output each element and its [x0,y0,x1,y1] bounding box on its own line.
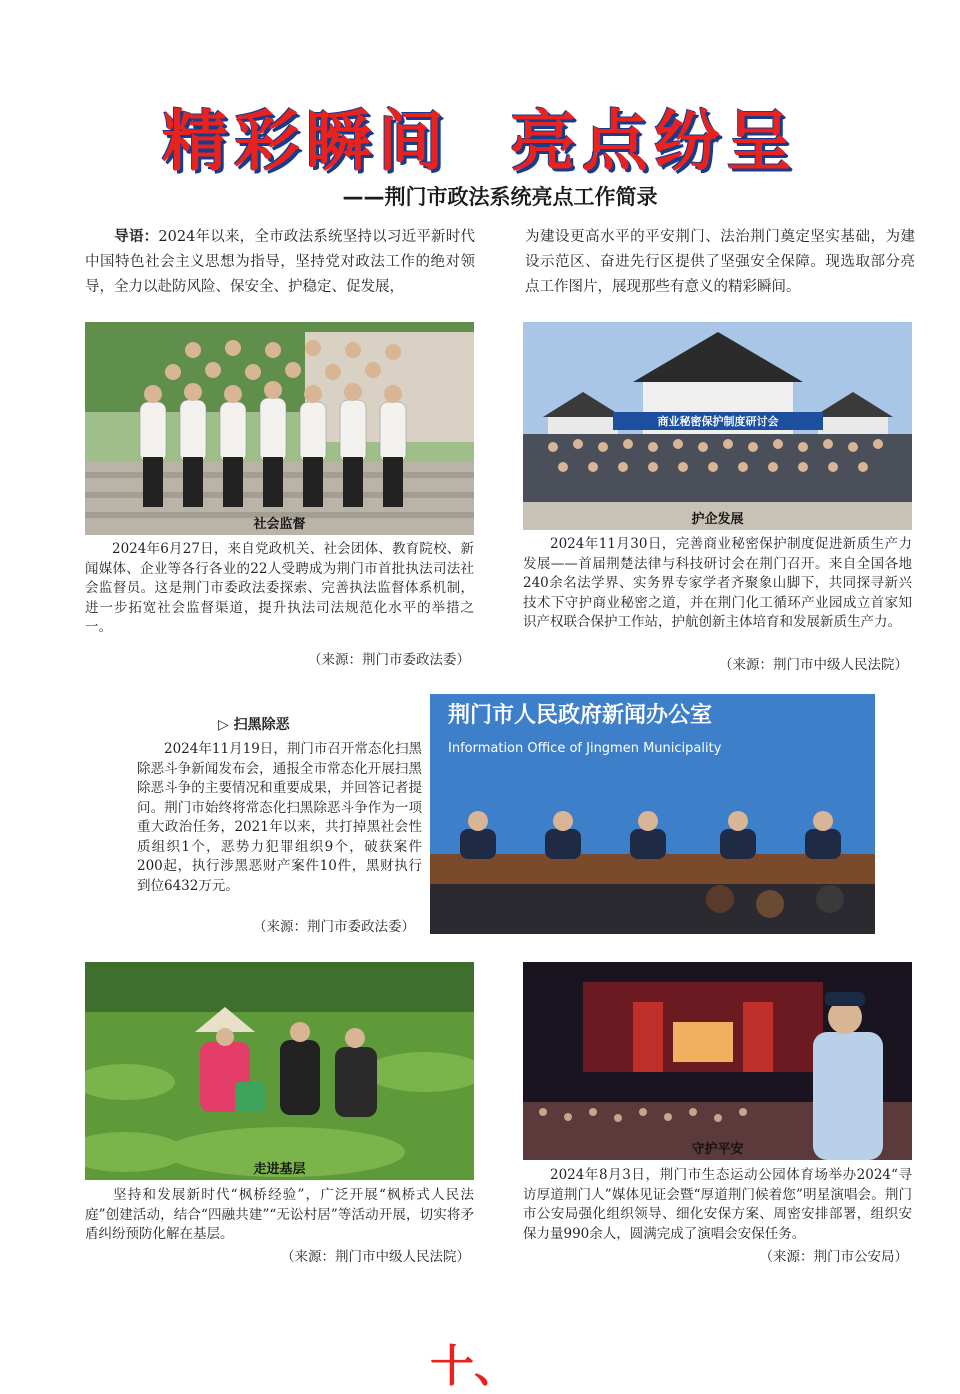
intro-lead: 导语： [114,229,159,245]
photo-press-conference [430,694,875,934]
tea-garden-illustration [85,962,474,1180]
intro-text-2: 为建设更高水平的平安荆门、法治荆门奠定坚实基础，为建设示范区、奋进先行区提供了坚强安全保障。现选取部分亮点工作图片，展现那些有意义的精彩瞬间。 [525,229,915,295]
concert-security-illustration [523,962,912,1160]
photo-caption-enterprise: 护企发展 [691,512,744,527]
text-supervision [85,540,474,638]
conference-photo-illustration [523,322,912,530]
photo-enterprise [523,322,912,530]
screen-title-en: Information Office of Jingmen Municipality [448,741,722,756]
photo-caption-grassroots: 走进基层 [253,1162,306,1177]
intro-text-1: 2024年以来，全市政法系统坚持以习近平新时代中国特色社会主义思想为指导，坚持党对政法工作的绝对领导，全力以赴防风险、保安全、护稳定、促发展， [85,229,475,295]
body-grassroots: 坚持和发展新时代“枫桥经验”，广泛开展“枫桥式人民法庭”创建活动，结合“四融共建”“无讼村居”等活动开展，切实将矛盾纠纷预防化解在基层。 [85,1187,474,1242]
text-safety [523,1166,912,1244]
photo-supervisors [85,322,474,535]
photo-safety [523,962,912,1160]
text-anti-crime [137,740,422,896]
source-supervision: （来源：荆门市委政法委） [308,652,470,668]
section-label-anti-crime: ▷ 扫黑除恶 [218,717,290,733]
source-anti-crime: （来源：荆门市委政法委） [253,919,415,935]
page-title [0,88,960,183]
photo-grassroots [85,962,474,1180]
photo-caption-safety: 守护平安 [691,1142,744,1157]
body-anti-crime: 2024年11月19日，荆门市召开常态化扫黑除恶斗争新闻发布会，通报全市常态化开展扫黑除恶斗争的主要情况和重要成果，并回答记者提问。荆门市始终将常态化扫黑除恶斗争作为一项重大政治任务，2021年以来，共打掉黑社会性质组织1个，恶势力犯罪组织9个，破获案件200起，执行涉黑恶财产案件10件，黑财执行到位6432万元。 [137,741,422,894]
text-enterprise [523,535,912,633]
press-conference-illustration [430,694,875,934]
title-part-2: 亮点纷呈 [510,102,798,180]
body-enterprise: 2024年11月30日，完善商业秘密保护制度促进新质生产力发展——首届荆楚法律与科技研讨会在荆门召开。来自全国各地240余名法学界、实务界专家学者齐聚象山脚下，共同探寻新兴技术下守护商业秘密之道，并在荆门化工循环产业园成立首家知识产权联合保护工作站，护航创新主体培育和发展新质生产力。 [523,536,912,630]
intro-column-2 [525,225,915,300]
body-safety: 2024年8月3日，荆门市生态运动公园体育场举办2024“寻访厚道荆门人”媒体见证会暨“厚道荆门候着您”明星演唱会。荆门市公安局强化组织领导、细化安保方案、周密安排部署，组织安保力量990余人，圆满完成了演唱会安保任务。 [523,1167,912,1242]
source-safety: （来源：荆门市公安局） [759,1249,908,1265]
text-grassroots [85,1186,474,1245]
source-enterprise: （来源：荆门市中级人民法院） [719,657,908,673]
page-subtitle: ——荆门市政法系统亮点工作简录 [342,185,658,209]
page-number: 十、 [430,1341,518,1392]
intro-column-1 [85,225,475,300]
photo-caption-supervision: 社会监督 [253,517,306,532]
body-supervision: 2024年6月27日，来自党政机关、社会团体、教育院校、新闻媒体、企业等各行各业的22人受聘成为荆门市首批执法司法社会监督员。这是荆门市委政法委探索、完善执法监督体系机制，进一步拓宽社会监督渠道，提升执法司法规范化水平的举措之一。 [85,541,474,635]
conference-banner-text: 商业秘密保护制度研讨会 [657,415,779,428]
title-part-1: 精彩瞬间 [162,102,450,180]
group-photo-illustration [85,322,474,535]
screen-title-cn: 荆门市人民政府新闻办公室 [448,703,713,728]
source-grassroots: （来源：荆门市中级人民法院） [281,1249,470,1265]
